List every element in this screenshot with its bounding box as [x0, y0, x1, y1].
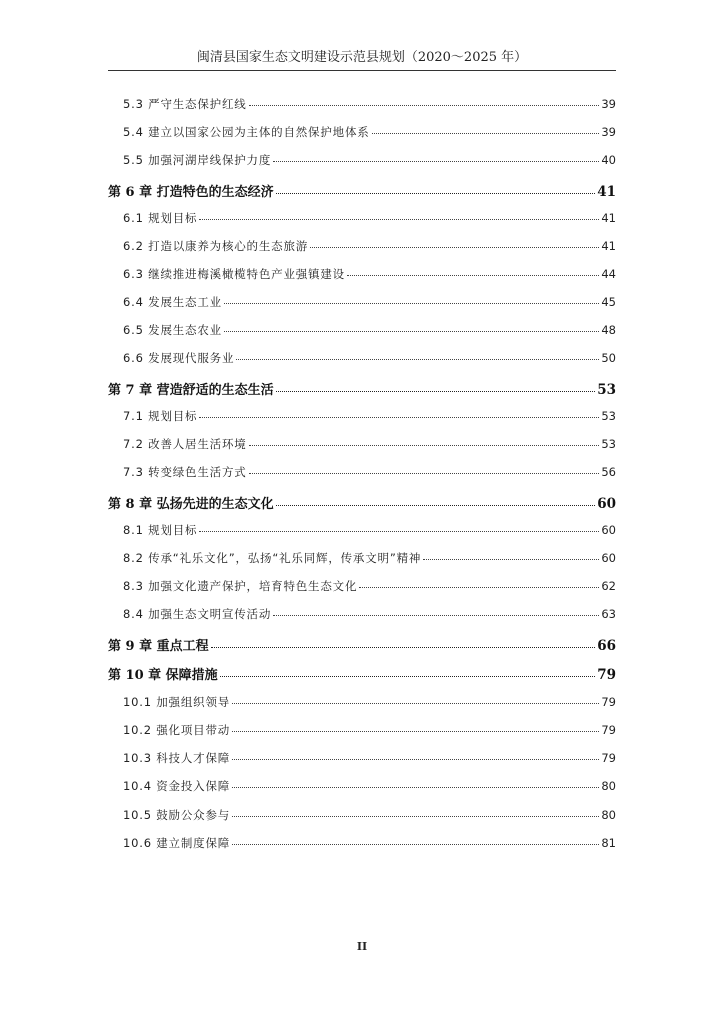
toc-section-entry[interactable] — [108, 778, 616, 794]
toc-section-entry[interactable] — [108, 266, 616, 282]
toc-section-entry[interactable] — [108, 350, 616, 366]
toc-entry-title: 10.4 资金投入保障 — [123, 779, 231, 793]
toc-entry-page-number: 63 — [601, 607, 616, 621]
toc-entry-page-number: 80 — [601, 779, 616, 793]
dot-leader — [276, 391, 596, 392]
toc-chapter-entry[interactable] — [108, 664, 616, 683]
toc-section-entry[interactable] — [108, 750, 616, 766]
toc-entry-title: 8.1 规划目标 — [123, 523, 198, 537]
dot-leader — [199, 219, 599, 220]
toc-entry-title: 7.3 转变绿色生活方式 — [123, 465, 247, 479]
toc-entry-page-number: 40 — [601, 153, 616, 167]
toc-section-entry[interactable] — [108, 835, 616, 851]
toc-entry-page-number: 41 — [601, 239, 616, 253]
toc-entry-title: 第 6 章 打造特色的生态经济 — [108, 185, 274, 200]
header-divider — [108, 70, 616, 71]
toc-entry-title: 8.4 加强生态文明宣传活动 — [123, 607, 272, 621]
toc-section-entry[interactable] — [108, 694, 616, 710]
dot-leader — [273, 615, 599, 616]
toc-section-entry[interactable] — [108, 550, 616, 566]
dot-leader — [347, 275, 599, 276]
dot-leader — [276, 505, 596, 506]
toc-entry-page-number: 60 — [597, 496, 616, 512]
toc-entry-page-number: 62 — [601, 579, 616, 593]
toc-entry-page-number: 53 — [597, 382, 616, 398]
toc-entry-title: 10.5 鼓励公众参与 — [123, 808, 231, 822]
dot-leader — [249, 473, 600, 474]
toc-entry-page-number: 79 — [601, 751, 616, 765]
toc-entry-title: 5.4 建立以国家公园为主体的自然保护地体系 — [123, 125, 370, 139]
toc-section-entry[interactable] — [108, 210, 616, 226]
dot-leader — [372, 133, 600, 134]
dot-leader — [236, 359, 599, 360]
toc-section-entry[interactable] — [108, 408, 616, 424]
toc-entry-page-number: 80 — [601, 808, 616, 822]
dot-leader — [220, 676, 596, 677]
dot-leader — [310, 247, 599, 248]
toc-entry-title: 第 7 章 营造舒适的生态生活 — [108, 383, 274, 398]
toc-entry-page-number: 53 — [601, 437, 616, 451]
dot-leader — [232, 759, 599, 760]
toc-entry-title: 6.6 发展现代服务业 — [123, 351, 235, 365]
toc-entry-title: 第 9 章 重点工程 — [108, 639, 209, 654]
toc-entry-page-number: 41 — [597, 184, 616, 200]
toc-chapter-entry[interactable] — [108, 379, 616, 398]
toc-chapter-entry[interactable] — [108, 493, 616, 512]
dot-leader — [224, 303, 599, 304]
dot-leader — [423, 559, 599, 560]
toc-entry-title: 8.2 传承“礼乐文化”，弘扬“礼乐同辉，传承文明”精神 — [123, 551, 422, 565]
toc-section-entry[interactable] — [108, 606, 616, 622]
toc-entry-title: 6.4 发展生态工业 — [123, 295, 222, 309]
toc-section-entry[interactable] — [108, 294, 616, 310]
dot-leader — [359, 587, 599, 588]
toc-section-entry[interactable] — [108, 322, 616, 338]
toc-entry-page-number: 79 — [601, 723, 616, 737]
dot-leader — [232, 844, 599, 845]
toc-entry-title: 7.1 规划目标 — [123, 409, 198, 423]
toc-chapter-entry[interactable] — [108, 635, 616, 654]
toc-entry-title: 8.3 加强文化遗产保护，培育特色生态文化 — [123, 579, 358, 593]
toc-entry-page-number: 60 — [601, 551, 616, 565]
toc-entry-page-number: 60 — [601, 523, 616, 537]
toc-entry-title: 10.1 加强组织领导 — [123, 695, 231, 709]
toc-section-entry[interactable] — [108, 807, 616, 823]
toc-entry-page-number: 45 — [601, 295, 616, 309]
toc-entry-page-number: 44 — [601, 267, 616, 281]
toc-section-entry[interactable] — [108, 578, 616, 594]
toc-entry-page-number: 79 — [597, 667, 616, 683]
toc-section-entry[interactable] — [108, 464, 616, 480]
toc-entry-title: 5.3 严守生态保护红线 — [123, 97, 247, 111]
dot-leader — [199, 531, 599, 532]
dot-leader — [232, 787, 599, 788]
toc-entry-page-number: 48 — [601, 323, 616, 337]
toc-section-entry[interactable] — [108, 436, 616, 452]
dot-leader — [276, 193, 596, 194]
toc-section-entry[interactable] — [108, 124, 616, 140]
toc-section-entry[interactable] — [108, 238, 616, 254]
toc-entry-page-number: 41 — [601, 211, 616, 225]
toc-entry-page-number: 39 — [601, 97, 616, 111]
toc-entry-page-number: 50 — [601, 351, 616, 365]
dot-leader — [199, 417, 599, 418]
dot-leader — [232, 731, 599, 732]
dot-leader — [224, 331, 599, 332]
toc-entry-title: 6.3 继续推进梅溪橄榄特色产业强镇建设 — [123, 267, 345, 281]
toc-chapter-entry[interactable] — [108, 181, 616, 200]
toc-entry-page-number: 66 — [597, 638, 616, 654]
toc-section-entry[interactable] — [108, 522, 616, 538]
toc-entry-title: 6.2 打造以康养为核心的生态旅游 — [123, 239, 309, 253]
toc-entry-title: 第 10 章 保障措施 — [108, 668, 218, 683]
toc-entry-page-number: 53 — [601, 409, 616, 423]
toc-entry-title: 6.5 发展生态农业 — [123, 323, 222, 337]
toc-entry-title: 5.5 加强河湖岸线保护力度 — [123, 153, 272, 167]
toc-entry-title: 10.6 建立制度保障 — [123, 836, 231, 850]
toc-entry-page-number: 79 — [601, 695, 616, 709]
toc-entry-title: 6.1 规划目标 — [123, 211, 198, 225]
toc-section-entry[interactable] — [108, 96, 616, 112]
toc-entry-page-number: 56 — [601, 465, 616, 479]
toc-entry-title: 10.3 科技人才保障 — [123, 751, 231, 765]
dot-leader — [249, 445, 600, 446]
toc-entry-title: 10.2 强化项目带动 — [123, 723, 231, 737]
dot-leader — [232, 816, 599, 817]
toc-entry-title: 7.2 改善人居生活环境 — [123, 437, 247, 451]
running-header-title: 闽清县国家生态文明建设示范县规划（2020～2025 年） — [196, 50, 528, 65]
toc-entry-title: 第 8 章 弘扬先进的生态文化 — [108, 497, 274, 512]
dot-leader — [273, 161, 599, 162]
toc-entry-page-number: 39 — [601, 125, 616, 139]
dot-leader — [211, 647, 596, 648]
page-number: II — [356, 940, 368, 953]
toc-section-entry[interactable] — [108, 152, 616, 168]
dot-leader — [232, 703, 599, 704]
dot-leader — [249, 105, 600, 106]
toc-section-entry[interactable] — [108, 722, 616, 738]
toc-entry-page-number: 81 — [601, 836, 616, 850]
